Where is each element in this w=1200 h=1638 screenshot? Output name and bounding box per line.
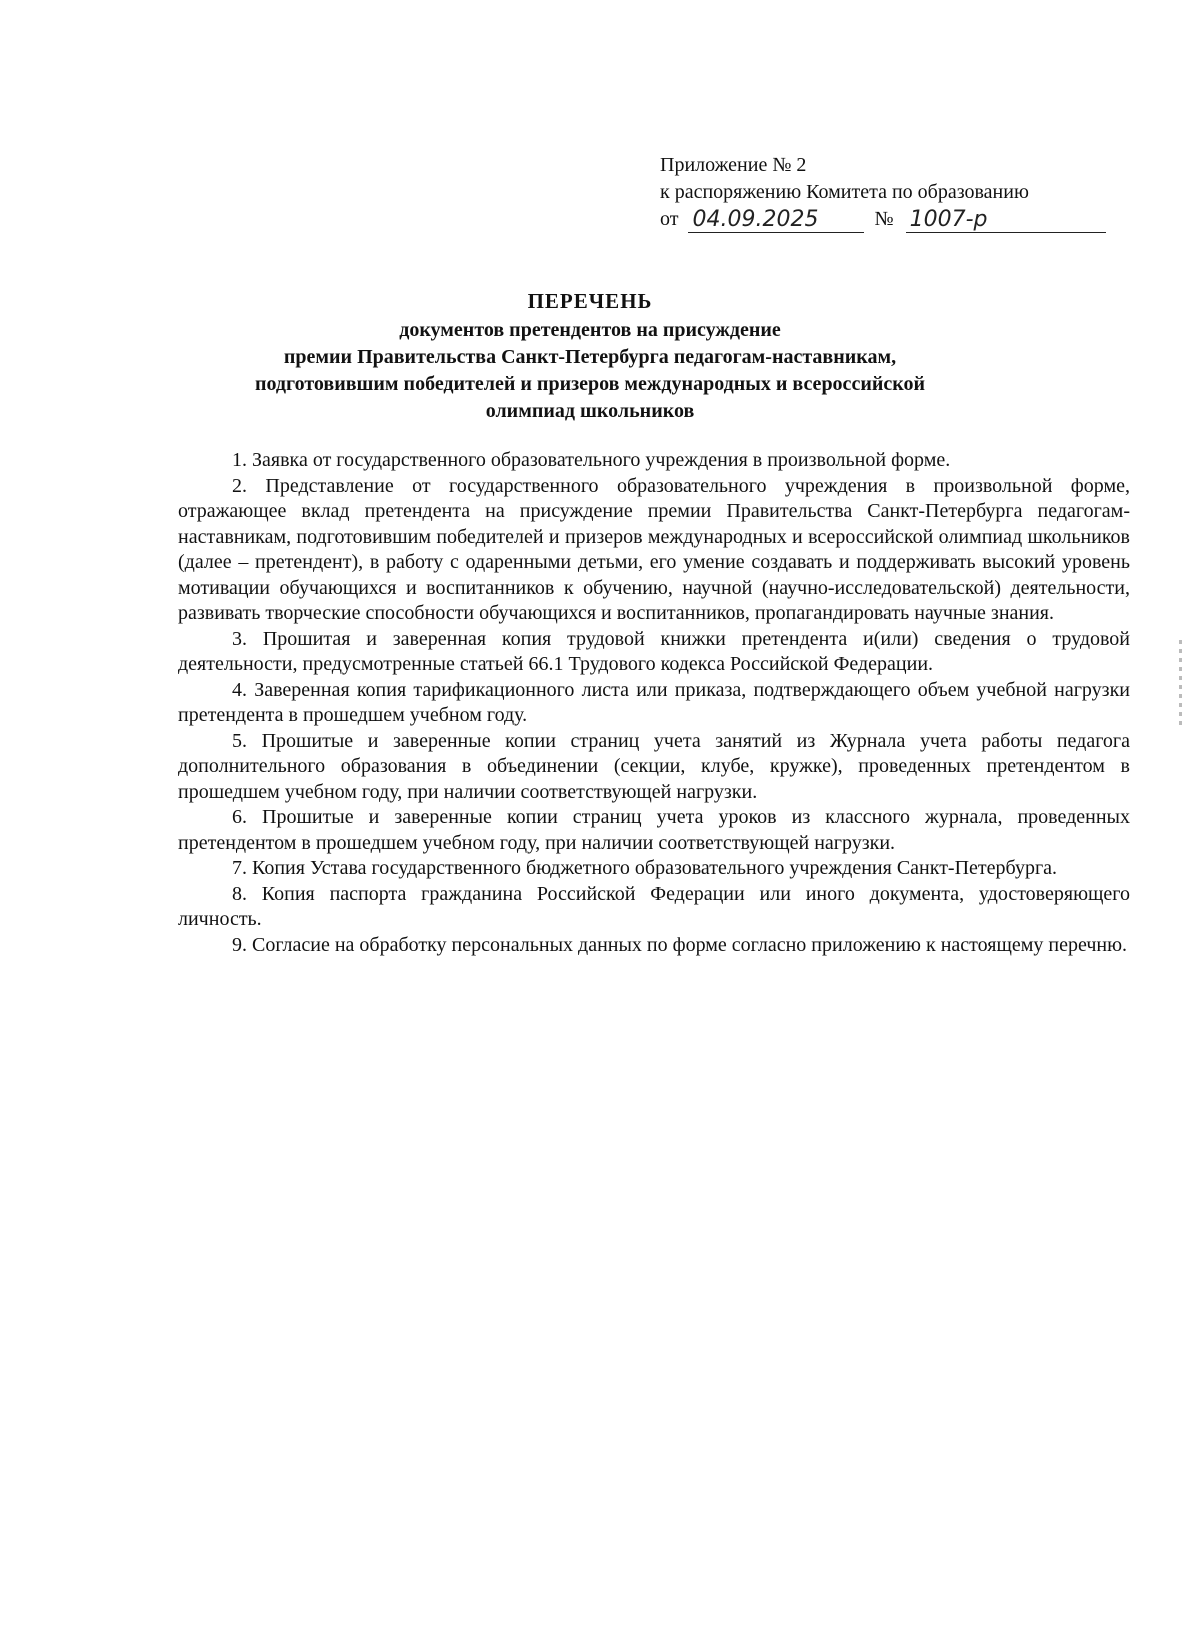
title-line-2: премии Правительства Санкт-Петербурга педагогам-наставникам, (283, 346, 897, 368)
title-line-4: олимпиад школьников (485, 400, 695, 422)
list-item: 5. Прошитые и заверенные копии страниц учета занятий из Журнала учета работы педагога дополнительного образования в объединении (секции, клубе, кружке), проведенных претендентом в прошедшем учебном году, при наличии соответствующей нагрузки. (178, 729, 1130, 803)
list-item: 1. Заявка от государственного образовательного учреждения в произвольной форме. (232, 449, 951, 471)
title-line-1: документов претендентов на присуждение (399, 319, 781, 341)
title-line-3: подготовившим победителей и призеров международных и всероссийской (254, 373, 926, 395)
handwritten-date: 04.09.2025 (688, 208, 864, 233)
list-item: 3. Прошитая и заверенная копия трудовой книжки претендента и(или) сведения о трудовой деятельности, предусмотренные статьей 66.1 Трудового кодекса Российской Федерации. (178, 627, 1130, 675)
list-item: 8. Копия паспорта гражданина Российской Федерации или иного документа, удостоверяющего личность. (178, 882, 1130, 930)
documents-list (178, 448, 1130, 958)
appendix-reference: к распоряжению Комитета по образованию (660, 181, 1029, 203)
handwritten-number: 1007-р (906, 208, 1106, 233)
list-item: 7. Копия Устава государственного бюджетного образовательного учреждения Санкт-Петербурга. (232, 857, 1058, 879)
document-title (180, 288, 1000, 425)
from-label: от (660, 208, 679, 230)
scan-edge-mark (1179, 640, 1182, 730)
list-item: 6. Прошитые и заверенные копии страниц учета уроков из классного журнала, проведенных претендентом в прошедшем учебном году, при наличии соответствующей нагрузки. (178, 806, 1130, 854)
list-item: 2. Представление от государственного образовательного учреждения в произвольной форме, отражающее вклад претендента на присуждение премии Правительства Санкт-Петербурга педагогам-наставникам, подготовившим победителей и призеров международных и всероссийской олимпиад школьников (далее – претендент), в работу с одаренными детьми, его умение создавать и поддерживать высокий уровень мотивации обучающихся и воспитанников к обучению, научной (научно-исследовательской) деятельности, развивать творческие способности обучающихся и воспитанников, пропагандировать научные знания. (178, 474, 1130, 624)
appendix-date-number-line (660, 206, 1140, 233)
title-heading: ПЕРЕЧЕНЬ (527, 289, 653, 313)
list-item: 4. Заверенная копия тарификационного листа или приказа, подтверждающего объем учебной нагрузки претендента в прошедшем учебном году. (178, 678, 1130, 726)
appendix-title: Приложение № 2 (660, 154, 807, 176)
appendix-header (660, 152, 1140, 233)
number-label: № (874, 208, 894, 230)
list-item: 9. Согласие на обработку персональных данных по форме согласно приложению к настоящему перечню. (232, 933, 1128, 956)
